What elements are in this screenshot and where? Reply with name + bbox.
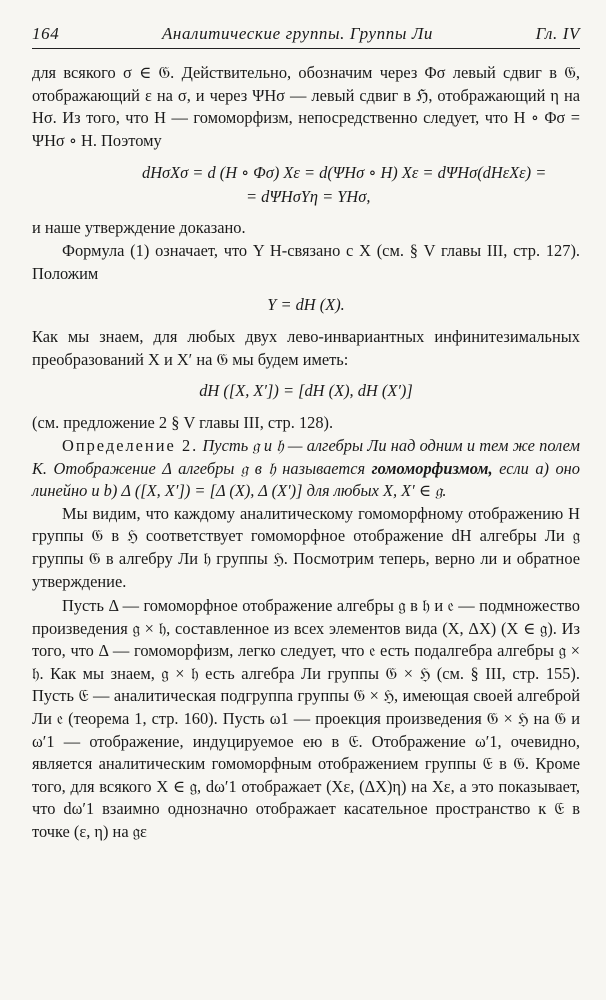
equation-1-line-1: dHσXσ = d (H ∘ Φσ) Xε = d(ΨHσ ∘ H) Xε = dΨHσ(dHεXε) = [142, 163, 547, 183]
paragraph-7: Пусть Δ — гомоморфное отображение алгебры 𝔤 в 𝔥 и 𝔢 — подмножество произведения 𝔤 × 𝔥, составленное из всех элементов вида (X, ΔX) (X ∈ 𝔤). Из того, что Δ — гомоморфизм, легко следует, что 𝔢 есть подалгебра алгебры 𝔤 × 𝔥. Как мы знаем, 𝔤 × 𝔥 есть алгебра Ли группы 𝔊 × ℌ (см. § III, стр. 155). Пусть 𝔈 — аналитическая подгруппа группы 𝔊 × ℌ, имеющая своей алгеброй Ли 𝔢 (теорема 1, стр. 160). Пусть ω1 — проекция произведения 𝔊 × ℌ на 𝔊 и ω′1 — отображение, индуцируемое ею в 𝔈. Отображение ω′1, очевидно, является аналитическим гомоморфным отображением группы 𝔈 в 𝔊. Кроме того, для всякого X ∈ 𝔤, dω′1 отображает (Xε, (ΔX)η) на Xε, а это показывает, что dω′1 взаимно однозначно отображает касательное пространство к 𝔈 в точке (ε, η) на 𝔤ε [32, 596, 580, 842]
definition-text-a: Пусть 𝔤 и 𝔥 — алгебры Ли над одним и тем же полем K. Отображение Δ алгебры 𝔤 в 𝔥 называется [32, 435, 580, 478]
equation-2: Y = dH (X). [267, 295, 345, 315]
equation-3: dH ([X, X′]) = [dH (X), dH (X′)] [199, 381, 413, 401]
running-header [32, 24, 580, 49]
chapter-label: Гл. IV [535, 24, 580, 43]
equation-1 [32, 161, 580, 209]
definition-2 [32, 435, 580, 503]
equation-1-line-2: = dΨHσYη = YHσ, [246, 187, 371, 207]
definition-label: Определение 2. [62, 435, 199, 455]
page-number: 164 [32, 24, 60, 43]
paragraph-2: и наше утверждение доказано. [32, 218, 246, 238]
running-title: Аналитические группы. Группы Ли [161, 24, 434, 43]
paragraph-4: Как мы знаем, для любых двух лево-инвариантных инфинитезимальных преобразований X и X′ на 𝔊 мы будем иметь: [32, 327, 580, 369]
paragraph-1: для всякого σ ∈ 𝔊. Действительно, обозначим через Φσ левый сдвиг в 𝔊, отображающий ε на σ, и через ΨHσ — левый сдвиг в ℌ, отображающий η на Hσ. Из того, что H — гомоморфизм, непосредственно следует, что H ∘ Φσ = ΨHσ ∘ H. Поэтому [32, 63, 580, 150]
book-page [32, 24, 580, 844]
paragraph-5: (см. предложение 2 § V главы III, стр. 128). [32, 413, 334, 433]
paragraph-6: Мы видим, что каждому аналитическому гомоморфному отображению H группы 𝔊 в ℌ соответствует гомоморфное отображение dH алгебры Ли 𝔤 группы 𝔊 в алгебру Ли 𝔥 группы ℌ. Посмотрим теперь, верно ли и обратное утверждение. [32, 503, 580, 591]
definition-term: гомоморфизмом, [371, 458, 493, 478]
paragraph-3: Формула (1) означает, что Y H-связано с X (см. § V главы III, стр. 127). Положим [32, 240, 580, 283]
definition-text-b: если а) оно линейно и b) Δ ([X, X′]) = [Δ (X), Δ (X′)] для любых X, X′ ∈ 𝔤. [32, 458, 581, 501]
